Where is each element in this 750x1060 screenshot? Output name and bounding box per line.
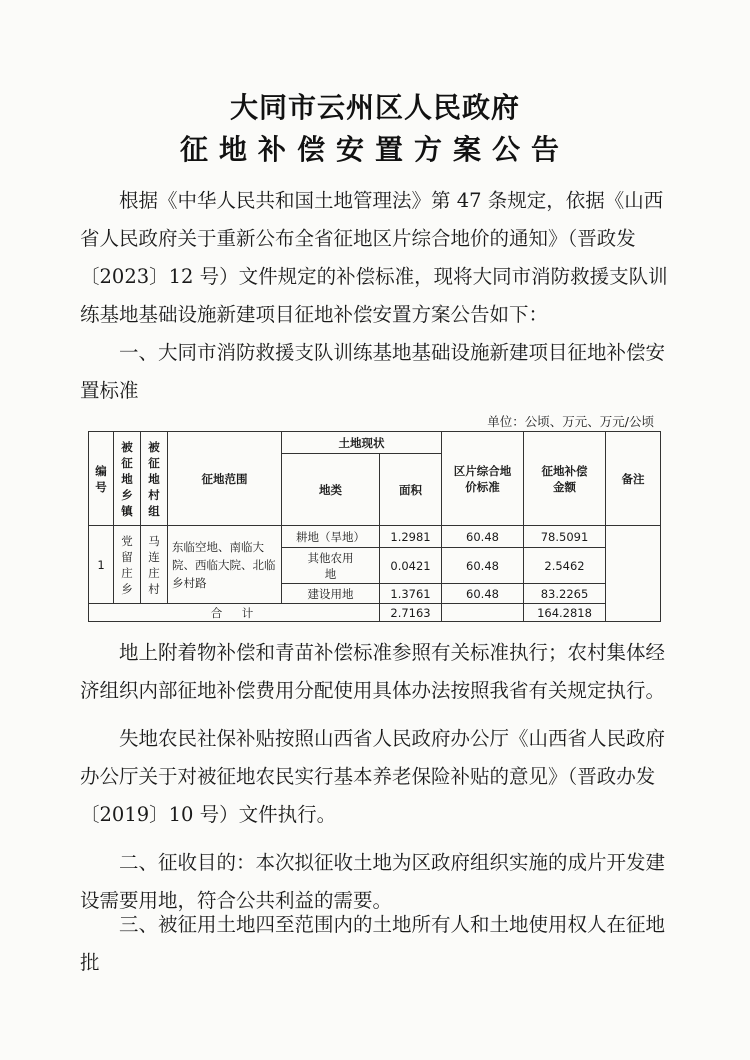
social-security-paragraph: 失地农民社保补贴按照山西省人民政府办公厅《山西省人民政府办公厅关于对被征地农民实行基本养老保险补贴的意见》（晋政办发〔2019〕10 号）文件执行。 (80, 727, 666, 826)
total-area: 2.7163 (380, 604, 442, 622)
total-price (442, 604, 524, 622)
header-compensation: 征地补偿金额 (524, 432, 606, 526)
cell-village: 马连庄村 (141, 526, 168, 604)
cell-area: 1.2981 (380, 526, 442, 548)
cell-land-type: 其他农用地 (282, 548, 380, 584)
cell-amount: 2.5462 (524, 548, 606, 584)
cell-price: 60.48 (442, 584, 524, 604)
cell-amount: 83.2265 (524, 584, 606, 604)
header-village: 被征地村组 (141, 432, 168, 526)
intro-paragraph: 根据《中华人民共和国土地管理法》第 47 条规定，依据《山西省人民政府关于重新公布全省征地区片综合地价的通知》（晋政发〔2023〕12 号）文件规定的补偿标准，现将大同市消防救援支队训练基地基础设施新建项目征地补偿安置方案公告如下： (80, 189, 668, 326)
total-label: 合 计 (89, 604, 380, 622)
cell-range: 东临空地、南临大院、西临大院、北临乡村路 (168, 526, 282, 604)
section-3-paragraph: 三、被征用土地四至范围内的土地所有人和土地使用权人在征地批 (80, 913, 666, 974)
header-number: 编号 (89, 432, 114, 526)
section-2-paragraph: 二、征收目的：本次拟征收土地为区政府组织实施的成片开发建设需要用地，符合公共利益的需要。 (80, 851, 666, 912)
title-line-2: 征地补偿安置方案公告 (179, 133, 570, 166)
header-town: 被征地乡镇 (114, 432, 141, 526)
header-area: 面积 (380, 454, 442, 526)
cell-remark (606, 526, 661, 622)
table-row (89, 526, 661, 548)
attachments-paragraph: 地上附着物补偿和青苗补偿标准参照有关标准执行；农村集体经济组织内部征地补偿费用分配使用具体办法按照我省有关规定执行。 (80, 641, 666, 702)
cell-amount: 78.5091 (524, 526, 606, 548)
compensation-table (88, 431, 661, 622)
cell-area: 1.3761 (380, 584, 442, 604)
header-remark: 备注 (606, 432, 661, 526)
cell-price: 60.48 (442, 526, 524, 548)
title-line-1: 大同市云州区人民政府 (229, 91, 520, 124)
cell-town: 党留庄乡 (114, 526, 141, 604)
cell-number: 1 (89, 526, 114, 604)
header-price: 区片综合地价标准 (442, 432, 524, 526)
header-current-status: 土地现状 (282, 432, 442, 454)
cell-area: 0.0421 (380, 548, 442, 584)
header-range: 征地范围 (168, 432, 282, 526)
total-amount: 164.2818 (524, 604, 606, 622)
header-land-type: 地类 (282, 454, 380, 526)
section-1-heading: 一、大同市消防救援支队训练基地基础设施新建项目征地补偿安置标准 (80, 341, 666, 402)
total-row (89, 604, 661, 622)
cell-land-type: 耕地（旱地） (282, 526, 380, 548)
table-unit-label: 单位：公顷、万元、万元/公顷 (487, 414, 654, 429)
cell-land-type: 建设用地 (282, 584, 380, 604)
cell-price: 60.48 (442, 548, 524, 584)
